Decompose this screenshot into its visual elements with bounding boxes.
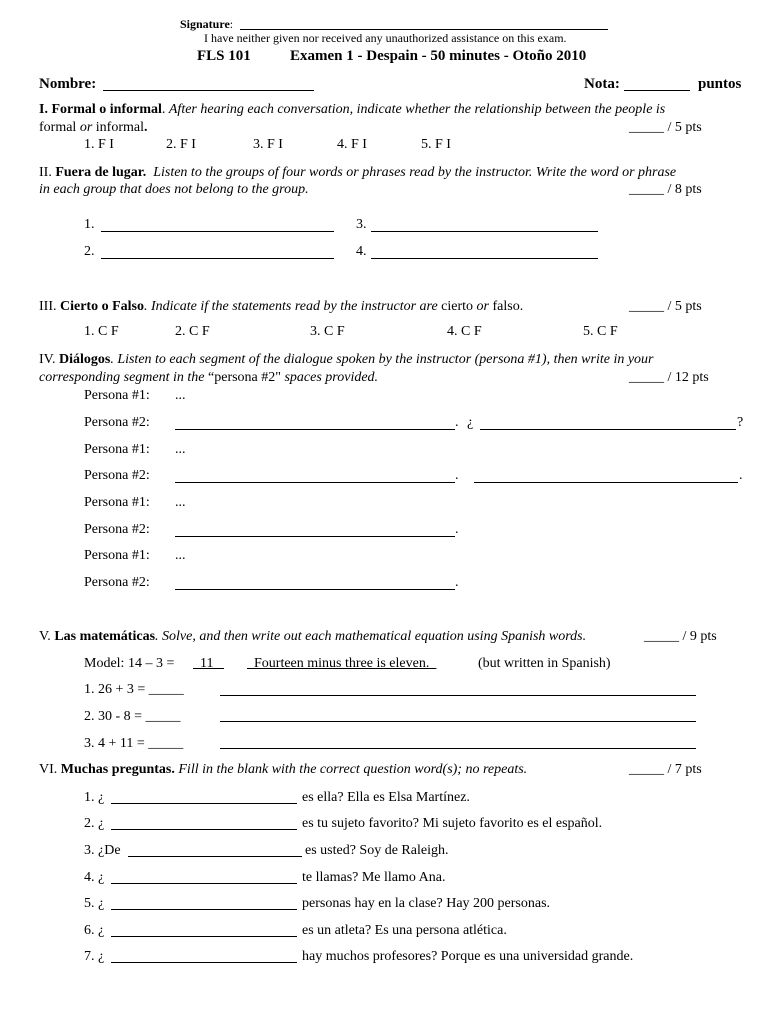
model-note: (but written in Spanish)	[478, 656, 611, 671]
model-label: Model: 14 – 3 =	[84, 656, 175, 671]
q-item-4-pre: 4. ¿	[84, 870, 105, 885]
persona-2-label: Persona #2:	[84, 468, 150, 483]
section-4-points: _____ / 12 pts	[629, 370, 709, 385]
dialogue-answer-3[interactable]	[175, 536, 455, 537]
signature-field[interactable]	[240, 29, 608, 30]
section-5-heading: V. Las matemáticas. Solve, and then write out each mathematical equation using Spanish words.	[39, 629, 587, 644]
course-code: FLS 101	[197, 48, 251, 64]
model-words: Fourteen minus three is eleven.	[254, 656, 430, 671]
section-2-heading: II. Fuera de lugar. Listen to the groups of four words or phrases read by the instructor. Write the word or phrase	[39, 165, 677, 180]
section-1-points: _____ / 5 pts	[629, 120, 702, 135]
period: .	[455, 468, 459, 483]
q-item-3-pre: 3. ¿De	[84, 843, 121, 858]
s1-item-4[interactable]: 4. F I	[337, 137, 367, 152]
nota-field[interactable]	[624, 90, 690, 91]
persona-2-label: Persona #2:	[84, 575, 150, 590]
s2-label-1: 1.	[84, 217, 95, 232]
q-item-7-post: hay muchos profesores? Porque es una universidad grande.	[302, 949, 634, 964]
nombre-label: Nombre:	[39, 76, 97, 92]
q-item-5-post: personas hay en la clase? Hay 200 personas.	[302, 896, 551, 911]
dialogue-answer-2a[interactable]	[175, 482, 455, 483]
q-answer-4[interactable]	[111, 883, 297, 884]
q-item-5-pre: 5. ¿	[84, 896, 105, 911]
section-3-title: Cierto o Falso	[60, 299, 144, 314]
math-item-1[interactable]: 1. 26 + 3 = _____	[84, 682, 184, 697]
s1-item-3[interactable]: 3. F I	[253, 137, 283, 152]
q-answer-7[interactable]	[111, 962, 297, 963]
persona-1-label: Persona #1:	[84, 495, 150, 510]
period: .	[455, 575, 459, 590]
q-answer-5[interactable]	[111, 909, 297, 910]
q-answer-2[interactable]	[111, 829, 297, 830]
math-item-3[interactable]: 3. 4 + 11 = _____	[84, 736, 184, 751]
persona-2-label: Persona #2:	[84, 415, 150, 430]
q-item-2-pre: 2. ¿	[84, 816, 105, 831]
dialogue-answer-1b[interactable]	[480, 429, 736, 430]
s2-label-3: 3.	[356, 217, 367, 232]
q-item-3-post: es usted? Soy de Raleigh.	[305, 843, 449, 858]
persona-1-label: Persona #1:	[84, 442, 150, 457]
section-6-points: _____ / 7 pts	[629, 762, 702, 777]
q-item-6-pre: 6. ¿	[84, 923, 105, 938]
dialogue-answer-1a[interactable]	[175, 429, 455, 430]
nota-label: Nota:	[584, 76, 620, 92]
section-2-instr-line2: in each group that does not belong to the group.	[39, 182, 309, 197]
section-2-points: _____ / 8 pts	[629, 182, 702, 197]
s2-answer-1[interactable]	[101, 231, 334, 232]
persona-1-ellipsis: ...	[175, 548, 186, 563]
math-words-3[interactable]	[220, 748, 696, 749]
persona-1-ellipsis: ...	[175, 495, 186, 510]
model-answer: 11	[200, 656, 214, 671]
section-2-title: Fuera de lugar.	[55, 165, 147, 180]
s1-item-1[interactable]: 1. F I	[84, 137, 114, 152]
period: .	[455, 415, 459, 430]
s2-label-4: 4.	[356, 244, 367, 259]
section-5-title: Las matemáticas	[54, 629, 156, 644]
puntos-label: puntos	[698, 76, 742, 92]
q-item-1-pre: 1. ¿	[84, 790, 105, 805]
period: .	[739, 468, 743, 483]
persona-1-label: Persona #1:	[84, 388, 150, 403]
math-item-2[interactable]: 2. 30 - 8 = _____	[84, 709, 181, 724]
s3-item-4[interactable]: 4. C F	[447, 324, 482, 339]
s3-item-3[interactable]: 3. C F	[310, 324, 345, 339]
signature-label: Signature	[180, 17, 230, 31]
persona-1-label: Persona #1:	[84, 548, 150, 563]
section-1-heading: I. Formal o informal. After hearing each conversation, indicate whether the relationship between the people is	[39, 102, 666, 117]
section-4-heading: IV. Diálogos. Listen to each segment of the dialogue spoken by the instructor (persona #1), then write in your	[39, 352, 654, 367]
s2-answer-2[interactable]	[101, 258, 334, 259]
persona-1-ellipsis: ...	[175, 442, 186, 457]
q-item-6-post: es un atleta? Es una persona atlética.	[302, 923, 507, 938]
section-5-points: _____ / 9 pts	[644, 629, 717, 644]
section-3-points: _____ / 5 pts	[629, 299, 702, 314]
section-4-title: Diálogos	[58, 352, 111, 367]
q-item-2-post: es tu sujeto favorito? Mi sujeto favorito es el español.	[302, 816, 603, 831]
persona-2-label: Persona #2:	[84, 522, 150, 537]
section-6-title: Muchas preguntas.	[60, 762, 175, 777]
inverted-question-mark: ¿	[467, 415, 474, 430]
persona-1-ellipsis: ...	[175, 388, 186, 403]
question-mark: ?	[737, 415, 744, 430]
dialogue-answer-2b[interactable]	[474, 482, 738, 483]
s2-answer-4[interactable]	[371, 258, 598, 259]
q-answer-1[interactable]	[111, 803, 297, 804]
section-4-instr-line2: corresponding segment in the “persona #2" spaces provided.	[39, 370, 379, 385]
s3-item-1[interactable]: 1. C F	[84, 324, 119, 339]
q-item-4-post: te llamas? Me llamo Ana.	[302, 870, 446, 885]
q-answer-6[interactable]	[111, 936, 297, 937]
dialogue-answer-4[interactable]	[175, 589, 455, 590]
math-words-2[interactable]	[220, 721, 696, 722]
nombre-field[interactable]	[103, 90, 314, 91]
s1-item-5[interactable]: 5. F I	[421, 137, 451, 152]
q-item-1-post: es ella? Ella es Elsa Martínez.	[302, 790, 470, 805]
q-item-7-pre: 7. ¿	[84, 949, 105, 964]
math-words-1[interactable]	[220, 695, 696, 696]
s1-item-2[interactable]: 2. F I	[166, 137, 196, 152]
section-6-heading: VI. Muchas preguntas. Fill in the blank with the correct question word(s); no repeats.	[39, 762, 528, 777]
section-1-title: Formal o informal	[51, 102, 162, 117]
signature-line: Signature:	[180, 17, 234, 31]
section-3-heading: III. Cierto o Falso. Indicate if the statements read by the instructor are cierto or falso.	[39, 299, 524, 314]
section-1-instr-line2: formal or informal.	[39, 120, 148, 135]
s3-item-5[interactable]: 5. C F	[583, 324, 618, 339]
q-answer-3[interactable]	[128, 856, 302, 857]
s3-item-2[interactable]: 2. C F	[175, 324, 210, 339]
exam-title: Examen 1 - Despain - 50 minutes - Otoño 2010	[290, 48, 587, 64]
s2-answer-3[interactable]	[371, 231, 598, 232]
period: .	[455, 522, 459, 537]
honor-statement: I have neither given nor received any unauthorized assistance on this exam.	[204, 31, 567, 45]
s2-label-2: 2.	[84, 244, 95, 259]
